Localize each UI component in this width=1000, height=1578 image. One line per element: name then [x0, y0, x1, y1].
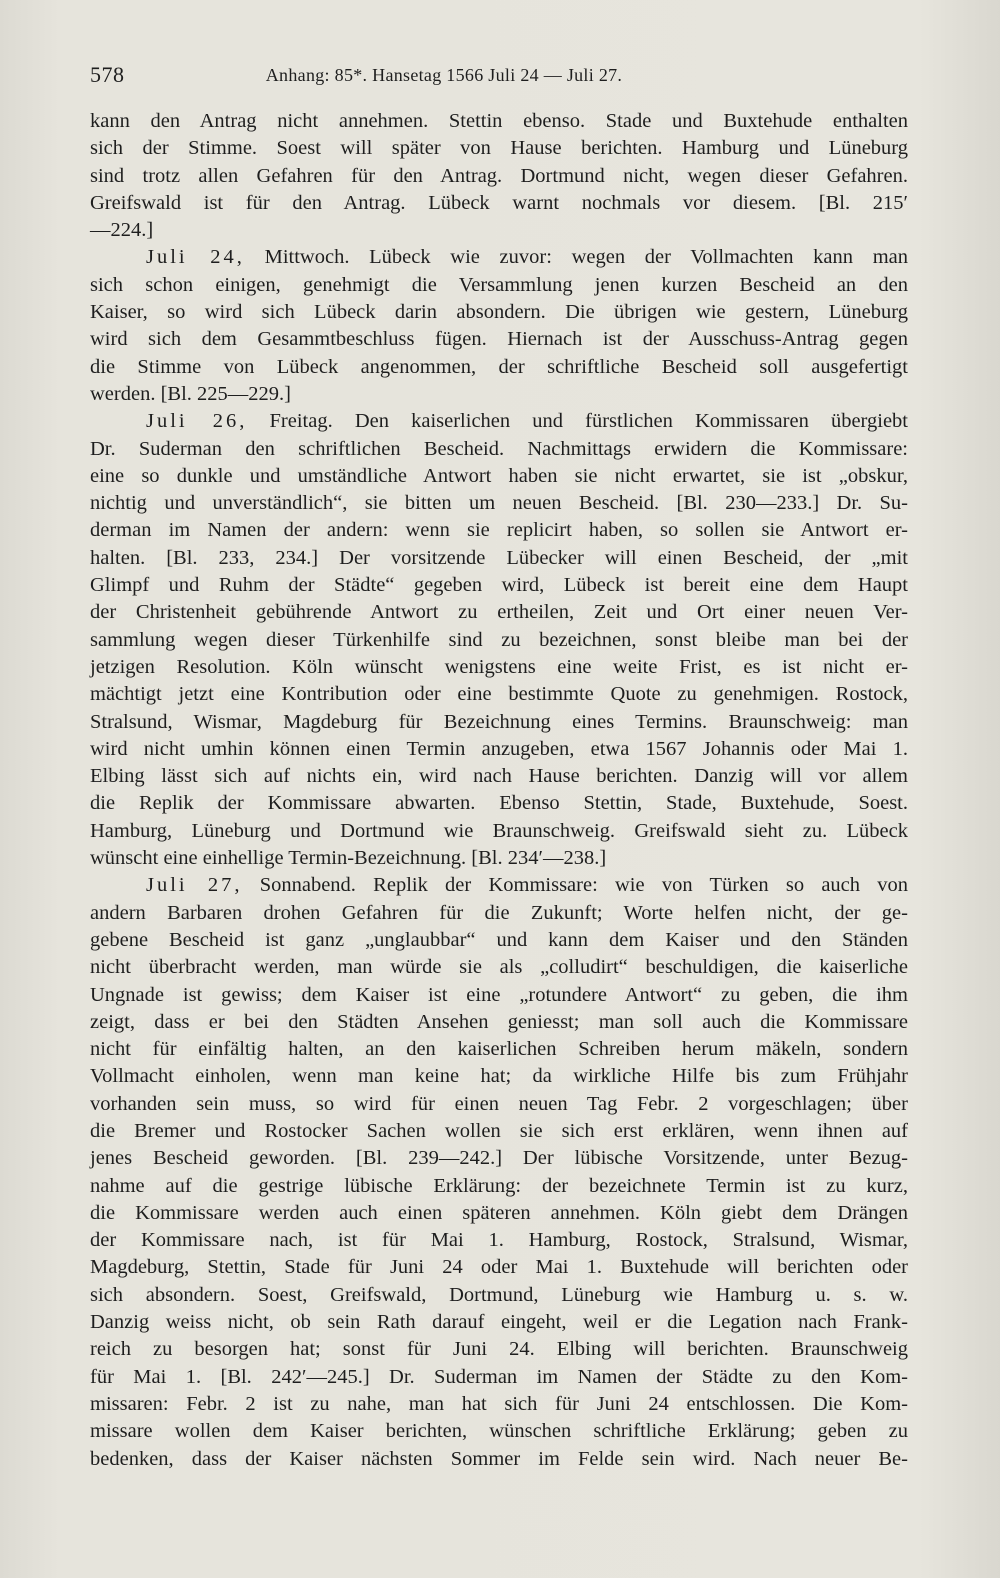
text-line [90, 436, 908, 463]
line-text: Greifswald ist für den Antrag. Lübeck warnt nochmals vor diesem. [Bl. 215′ [90, 191, 908, 214]
text-line [90, 163, 908, 190]
text-line [90, 1282, 908, 1309]
line-text: sammlung wegen dieser Türkenhilfe sind zu bezeichnen, sonst bleibe man bei der [90, 628, 908, 651]
line-text: Kaiser, so wird sich Lübeck darin absondern. Die übrigen wie gestern, Lüneburg [90, 301, 908, 324]
text-line [90, 1200, 908, 1227]
text-line [90, 1336, 908, 1363]
page-header [90, 62, 908, 92]
line-text: halten. [Bl. 233, 234.] Der vorsitzende Lübecker will einen Bescheid, der „mit [90, 546, 908, 569]
line-text: Glimpf und Ruhm der Städte“ gegeben wird, Lübeck ist bereit eine dem Haupt [90, 574, 908, 597]
line-text: kann den Antrag nicht annehmen. Stettin ebenso. Stade und Buxtehude enthalten [90, 110, 908, 132]
line-text: wünscht eine einhellige Termin-Bezeichnung. [Bl. 234′—238.] [90, 847, 607, 870]
line-text: Elbing lässt sich auf nichts ein, wird nach Hause berichten. Danzig will vor allem [90, 765, 908, 788]
line-text: nicht überbracht werden, man würde sie als „colludirt“ beschuldigen, die kaiserliche [90, 956, 908, 979]
line-text: Sonnabend. Replik der Kommissare: wie von Türken so auch von [242, 874, 909, 897]
text-line [90, 1036, 908, 1063]
text-line [90, 545, 908, 572]
text-line [90, 1063, 908, 1090]
line-text: Magdeburg, Stettin, Stade für Juni 24 oder Mai 1. Buxtehude will berichten oder [90, 1256, 908, 1279]
text-line [90, 381, 908, 408]
text-line [90, 1173, 908, 1200]
line-text: für Mai 1. [Bl. 242′—245.] Dr. Suderman im Namen der Städte zu den Kom- [90, 1365, 908, 1388]
text-line [90, 763, 908, 790]
line-text: eine so dunkle und umständliche Antwort haben sie nicht erwartet, sie ist „obskur, [90, 464, 908, 487]
line-text: Mittwoch. Lübeck wie zuvor: wegen der Vollmachten kann man [244, 246, 908, 269]
text-line [90, 244, 908, 271]
text-line [90, 790, 908, 817]
text-line [90, 1091, 908, 1118]
line-text: der Christenheit gebührende Antwort zu ertheilen, Zeit und Ort einer neuen Ver- [90, 601, 908, 624]
line-text: sich schon einigen, genehmigt die Versammlung jenen kurzen Bescheid an den [90, 273, 908, 296]
line-text: Danzig weiss nicht, ob sein Rath darauf eingeht, weil er die Legation nach Frank- [90, 1311, 908, 1334]
line-text: die Replik der Kommissare abwarten. Ebenso Stettin, Stade, Buxtehude, Soest. [90, 792, 908, 815]
line-text: jenes Bescheid geworden. [Bl. 239—242.] Der lübische Vorsitzende, unter Bezug- [90, 1147, 908, 1170]
text-line [90, 872, 908, 899]
text-line [90, 1227, 908, 1254]
text-line [90, 982, 908, 1009]
line-text: andern Barbaren drohen Gefahren für die Zukunft; Worte helfen nicht, der ge- [90, 901, 908, 924]
text-line [90, 1446, 908, 1473]
line-text: —224.] [90, 219, 154, 242]
line-text: bedenken, dass der Kaiser nächsten Sommer im Felde sein wird. Nach neuer Be- [90, 1447, 908, 1470]
text-line [90, 217, 908, 244]
line-text: die Kommissare werden auch einen späteren annehmen. Köln giebt dem Drängen [90, 1201, 908, 1224]
line-text: Hamburg, Lüneburg und Dortmund wie Braunschweig. Greifswald sieht zu. Lübeck [90, 819, 908, 842]
line-text: missare wollen dem Kaiser berichten, wünschen schriftliche Erklärung; geben zu [90, 1420, 908, 1443]
text-line [90, 1391, 908, 1418]
entry-date: Juli 26, [146, 410, 248, 433]
line-text: derman im Namen der andern: wenn sie replicirt haben, so sollen sie Antwort er- [90, 519, 908, 542]
text-line [90, 572, 908, 599]
line-text: Stralsund, Wismar, Magdeburg für Bezeichnung eines Termins. Braunschweig: man [90, 710, 908, 733]
text-line [90, 272, 908, 299]
text-line [90, 190, 908, 217]
line-text: wird sich dem Gesammtbeschluss fügen. Hiernach ist der Ausschuss-Antrag gegen [90, 328, 908, 351]
text-line [90, 517, 908, 544]
line-text: werden. [Bl. 225—229.] [90, 382, 291, 405]
text-line [90, 818, 908, 845]
line-text: die Bremer und Rostocker Sachen wollen sie sich erst erklären, wenn ihnen auf [90, 1119, 908, 1142]
line-text: der Kommissare nach, ist für Mai 1. Hamburg, Rostock, Stralsund, Wismar, [90, 1229, 908, 1252]
text-line [90, 1145, 908, 1172]
line-text: gebene Bescheid ist ganz „unglaubbar“ und kann dem Kaiser und den Ständen [90, 928, 908, 951]
text-line [90, 1309, 908, 1336]
text-line [90, 954, 908, 981]
line-text: Vollmacht einholen, wenn man keine hat; da wirkliche Hilfe bis zum Frühjahr [90, 1065, 908, 1088]
line-text: wird nicht umhin können einen Termin anzugeben, etwa 1567 Johannis oder Mai 1. [90, 737, 908, 760]
page-number: 578 [90, 62, 125, 87]
line-text: die Stimme von Lübeck angenommen, der schriftliche Bescheid soll ausgefertigt [90, 355, 908, 378]
line-text: zeigt, dass er bei den Städten Ansehen geniesst; man soll auch die Kommissare [90, 1010, 908, 1033]
text-line [90, 299, 908, 326]
line-text: nichtig und unverständlich“, sie bitten um neuen Bescheid. [Bl. 230—233.] Dr. Su- [90, 492, 908, 515]
text-line [90, 1254, 908, 1281]
line-text: mächtigt jetzt eine Kontribution oder eine bestimmte Quote zu genehmigen. Rostock, [90, 683, 908, 706]
line-text: vorhanden sein muss, so wird für einen neuen Tag Febr. 2 vorgeschlagen; über [90, 1092, 908, 1115]
line-text: jetzigen Resolution. Köln wünscht wenigstens eine weite Frist, es ist nicht er- [90, 655, 908, 678]
text-line [90, 681, 908, 708]
text-line [90, 1009, 908, 1036]
text-line [90, 463, 908, 490]
line-text: sich der Stimme. Soest will später von Hause berichten. Hamburg und Lüneburg [90, 137, 908, 160]
running-title: Anhang: 85*. Hansetag 1566 Juli 24 — Juli 27. [265, 65, 623, 85]
line-text: nahme auf die gestrige lübische Erklärung: der bezeichnete Termin ist zu kurz, [90, 1174, 908, 1197]
line-text: Freitag. Den kaiserlichen und fürstlichen Kommissaren übergiebt [247, 410, 908, 433]
text-line [90, 326, 908, 353]
text-line [90, 135, 908, 162]
text-line [90, 408, 908, 435]
text-line [90, 654, 908, 681]
text-line [90, 927, 908, 954]
line-text: sind trotz allen Gefahren für den Antrag. Dortmund nicht, wegen dieser Gefahren. [90, 164, 908, 187]
entry-date: Juli 27, [146, 874, 243, 897]
line-text: sich absondern. Soest, Greifswald, Dortmund, Lüneburg wie Hamburg u. s. w. [90, 1283, 908, 1306]
text-line [90, 1418, 908, 1445]
line-text: Dr. Suderman den schriftlichen Bescheid. Nachmittags erwidern die Kommissare: [90, 437, 908, 460]
line-text: nicht für einfältig halten, an den kaiserlichen Schreiben herum mäkeln, sondern [90, 1038, 908, 1061]
entry-date: Juli 24, [146, 246, 245, 269]
text-line [90, 845, 908, 872]
line-text: Ungnade ist gewiss; dem Kaiser ist eine „rotundere Antwort“ zu geben, die ihm [90, 983, 908, 1006]
text-line [90, 627, 908, 654]
text-line [90, 490, 908, 517]
text-line [90, 1118, 908, 1145]
text-line [90, 599, 908, 626]
text-line [90, 900, 908, 927]
line-text: reich zu besorgen hat; sonst für Juni 24. Elbing will berichten. Braunschweig [90, 1338, 908, 1361]
text-line [90, 736, 908, 763]
text-line [90, 709, 908, 736]
body-text [90, 108, 908, 1473]
text-line [90, 1364, 908, 1391]
text-line [90, 354, 908, 381]
line-text: missaren: Febr. 2 ist zu nahe, man hat sich für Juni 24 entschlossen. Die Kom- [90, 1392, 908, 1415]
text-line [90, 108, 908, 135]
